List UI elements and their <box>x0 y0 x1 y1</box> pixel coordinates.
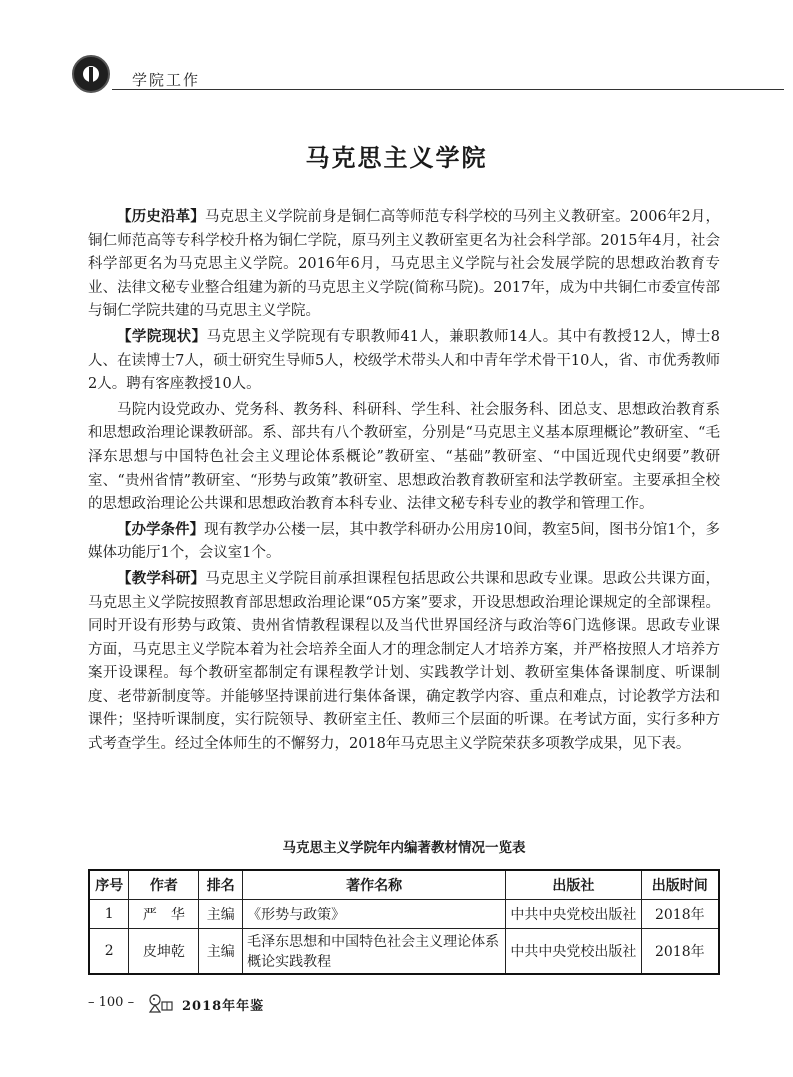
table-header-row <box>89 870 719 900</box>
paragraph-tag: 【历史沿革】 <box>117 209 205 225</box>
header-rule <box>112 89 784 90</box>
paragraph-status <box>88 326 720 397</box>
header-rank: 排名 <box>199 870 243 900</box>
yearbook-title: 2018年年鉴 <box>182 999 265 1014</box>
section-title: 学院工作 <box>132 71 201 89</box>
cell-index: 1 <box>89 900 129 929</box>
page-footer <box>88 992 388 1016</box>
paragraph-text: 现有教学办公楼一层，其中教学科研办公用房10间，教室5间，图书分馆1个，多媒体功能厅1个，会议室1个。 <box>88 521 720 562</box>
cell-author: 皮坤乾 <box>129 929 199 975</box>
table-caption: 马克思主义学院年内编著教材情况一览表 <box>282 840 526 856</box>
body-text <box>88 206 720 759</box>
header-author: 作者 <box>129 870 199 900</box>
cell-publisher: 中共中央党校出版社 <box>506 900 641 929</box>
cell-publish-date: 2018年 <box>641 929 719 975</box>
paragraph-text: 马克思主义学院现有专职教师41人，兼职教师14人。其中有教授12人，博士8人、在读博士7人，硕士研究生导师5人，校级学术带头人和中青年学术骨干10人，省、市优秀教师2人。聘有客座教授10人。 <box>88 328 721 393</box>
paragraph-conditions <box>88 519 720 566</box>
paragraph-tag: 【学院现状】 <box>117 328 207 345</box>
page-number: – 100 – <box>88 995 135 1010</box>
paragraph-text: 马院内设党政办、党务科、教务科、科研科、学生科、社会服务科、团总支、思想政治教育系和思想政治理论课教研部。系、部共有八个教研室，分别是“马克思主义基本原理概论”教研室、“毛泽东思想与中国特色社会主义理论体系概论”教研室、“基础”教研室、“中国近现代史纲要”教研室、“贵州省情”教研室、“形势与政策”教研室、思想政治教育教研室和法学教研室。主要承担全校的思想政治理论公共课和思想政治教育本科专业、法律文秘专科专业的教学和管理工作。 <box>88 401 720 513</box>
header-work-title: 著作名称 <box>243 870 506 900</box>
page-title: 马克思主义学院 <box>305 144 488 172</box>
cell-rank: 主编 <box>199 929 243 975</box>
cell-work-title: 毛泽东思想和中国特色社会主义理论体系概论实践教程 <box>243 929 506 975</box>
table-row <box>89 929 719 975</box>
table-row <box>89 900 719 929</box>
paragraph-text: 马克思主义学院目前承担课程包括思政公共课和思政专业课。思政公共课方面，马克思主义学院按照教育部思想政治理论课“05方案”要求，开设思想政治理论课规定的全部课程。同时开设有形势与政策、贵州省情教程课程以及当代世界国经济与政治等6门选修课。思政专业课方面，马克思主义学院本着为社会培养全面人才的理念制定人才培养方案，并严格按照人才培养方案开设课程。每个教研室都制定有课程教学计划、实践教学计划、教研室集体备课制度、听课制度、老带新制度等。并能够坚持课前进行集体备课，确定教学内容、重点和难点，讨论教学方法和课件；坚持听课制度，实行院领导、教研室主任、教师三个层面的听课。在考试方面，实行多种方式考查学生。经过全体师生的不懈努力，2018年马克思主义学院荣获多项教学成果，见下表。 <box>88 570 721 753</box>
paragraph-tag: 【办学条件】 <box>117 521 205 538</box>
cell-publish-date: 2018年 <box>641 900 719 929</box>
cell-rank: 主编 <box>199 900 243 929</box>
paragraph-departments <box>88 399 720 517</box>
mascot-icon <box>146 992 174 1014</box>
paragraph-history <box>88 206 720 324</box>
header-publish-date: 出版时间 <box>641 870 719 900</box>
cell-work-title: 《形势与政策》 <box>243 900 506 929</box>
cell-index: 2 <box>89 929 129 975</box>
paragraph-text: 马克思主义学院前身是铜仁高等师范专科学校的马列主义教研室。2006年2月，铜仁师范高等专科学校升格为铜仁学院，原马列主义教研室更名为社会科学部。2015年4月，社会科学部更名为马克思主义学院。2016年6月，马克思主义学院与社会发展学院的思想政治教育专业、法律文秘专业整合组建为新的马克思主义学院(简称马院)。2017年，成为中共铜仁市委宣传部与铜仁学院共建的马克思主义学院。 <box>88 209 721 320</box>
page-header <box>72 55 722 95</box>
paragraph-tag: 【教学科研】 <box>117 570 206 587</box>
cell-author: 严 华 <box>129 900 199 929</box>
header-publisher: 出版社 <box>506 870 641 900</box>
cell-publisher: 中共中央党校出版社 <box>506 929 641 975</box>
paragraph-teaching <box>88 568 720 757</box>
textbook-table <box>88 869 720 975</box>
header-index: 序号 <box>89 870 129 900</box>
university-logo-icon <box>72 55 110 93</box>
